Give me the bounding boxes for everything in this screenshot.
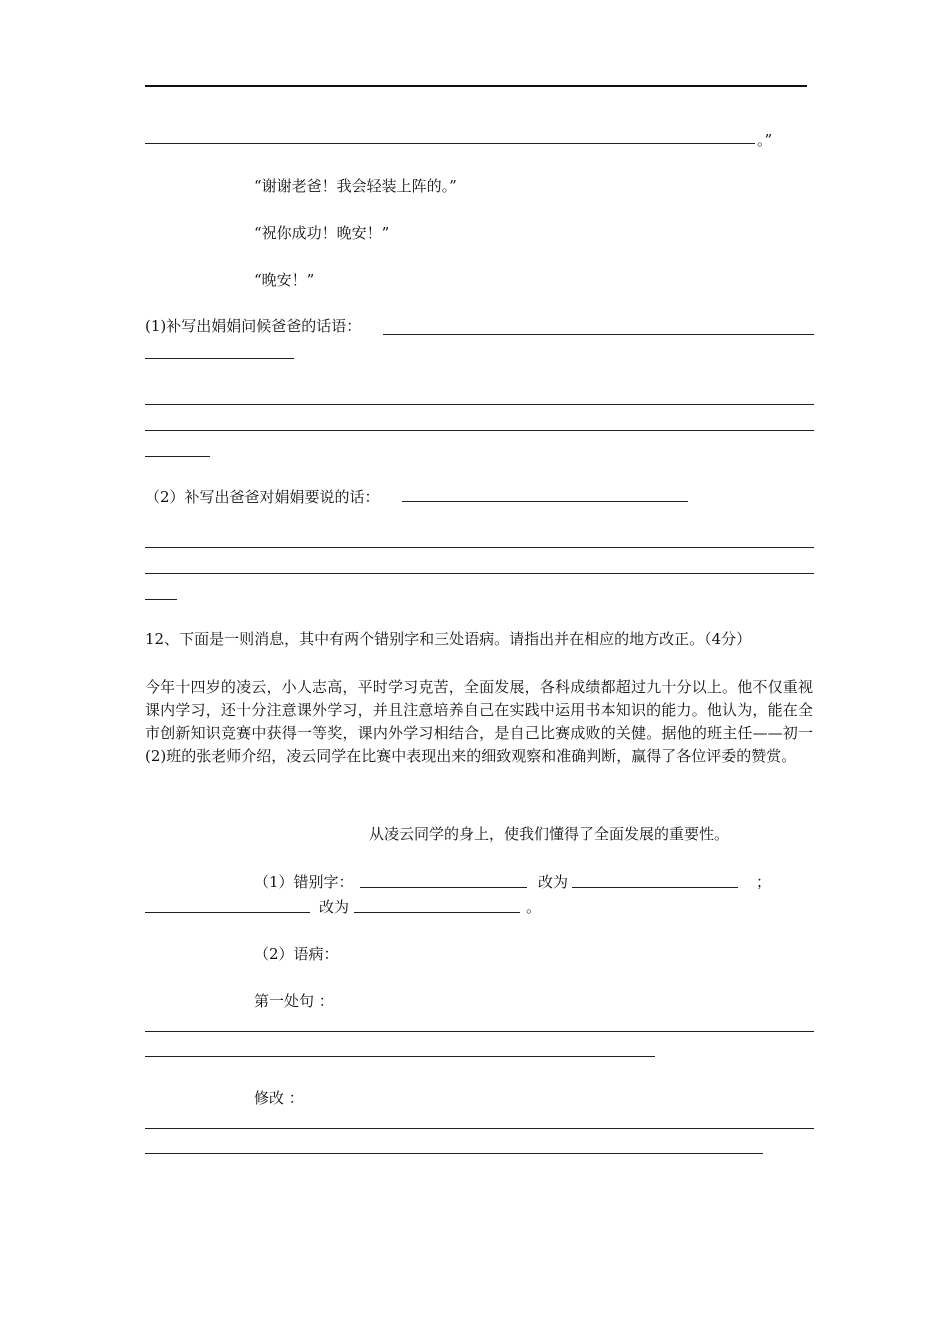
answer-line[interactable]	[145, 599, 177, 600]
typo-label: （1）错别字：	[254, 873, 354, 891]
q11-part1-label: (1)补写出娟娟问候爸爸的话语：	[145, 317, 362, 335]
answer-line[interactable]	[145, 912, 310, 913]
change-to-label: 改为	[319, 898, 350, 916]
answer-line[interactable]	[145, 573, 814, 574]
answer-line[interactable]	[145, 1153, 763, 1154]
answer-line[interactable]	[360, 887, 527, 888]
dialogue-line-1: “谢谢老爸！我会轻装上阵的。”	[254, 177, 457, 195]
answer-line[interactable]	[145, 1056, 655, 1057]
answer-line[interactable]	[145, 358, 294, 359]
answer-line[interactable]	[145, 430, 814, 431]
semicolon: ；	[756, 873, 772, 891]
q12-heading: 12、下面是一则消息，其中有两个错别字和三处语病。请指出并在相应的地方改正。（4分）	[145, 630, 752, 648]
q12-passage: 今年十四岁的凌云，小人志高，平时学习克苦，全面发展，各科成绩都超过九十分以上。他不仅重视课内学习，还十分注意课外学习，并且注意培养自己在实践中运用书本知识的能力。他认为，能在全市创新知识竞赛中获得一等奖，课内外学习相结合，是自己比赛成败的关健。据他的班主任——初一(2)班的张老师介绍，凌云同学在比赛中表现出来的细致观察和准确判断，赢得了各位评委的赞赏。	[145, 678, 813, 765]
answer-line[interactable]	[383, 334, 814, 335]
answer-line[interactable]	[145, 547, 814, 548]
answer-line[interactable]	[402, 501, 688, 502]
answer-line[interactable]	[145, 1128, 814, 1129]
answer-line[interactable]	[572, 887, 738, 888]
quote-close: 。”	[757, 131, 773, 149]
grammar-label: （2）语病：	[254, 945, 339, 963]
first-sentence-label: 第一处句 ：	[254, 992, 334, 1010]
dialogue-line-2: “祝你成功！晚安！”	[254, 224, 390, 242]
q12-closing: 从凌云同学的身上，使我们懂得了全面发展的重要性。	[369, 825, 730, 843]
dialogue-line-3: “晚安！”	[254, 271, 315, 289]
answer-line[interactable]	[145, 1031, 814, 1032]
answer-line[interactable]	[145, 456, 210, 457]
q11-part2-label: （2）补写出爸爸对娟娟要说的话：	[145, 488, 380, 506]
period: 。	[526, 898, 542, 916]
revise-label: 修改 ：	[254, 1089, 304, 1107]
answer-line[interactable]	[145, 85, 807, 87]
change-to-label: 改为	[538, 873, 569, 891]
answer-line[interactable]	[145, 143, 755, 144]
answer-line[interactable]	[145, 404, 814, 405]
answer-line[interactable]	[354, 912, 520, 913]
